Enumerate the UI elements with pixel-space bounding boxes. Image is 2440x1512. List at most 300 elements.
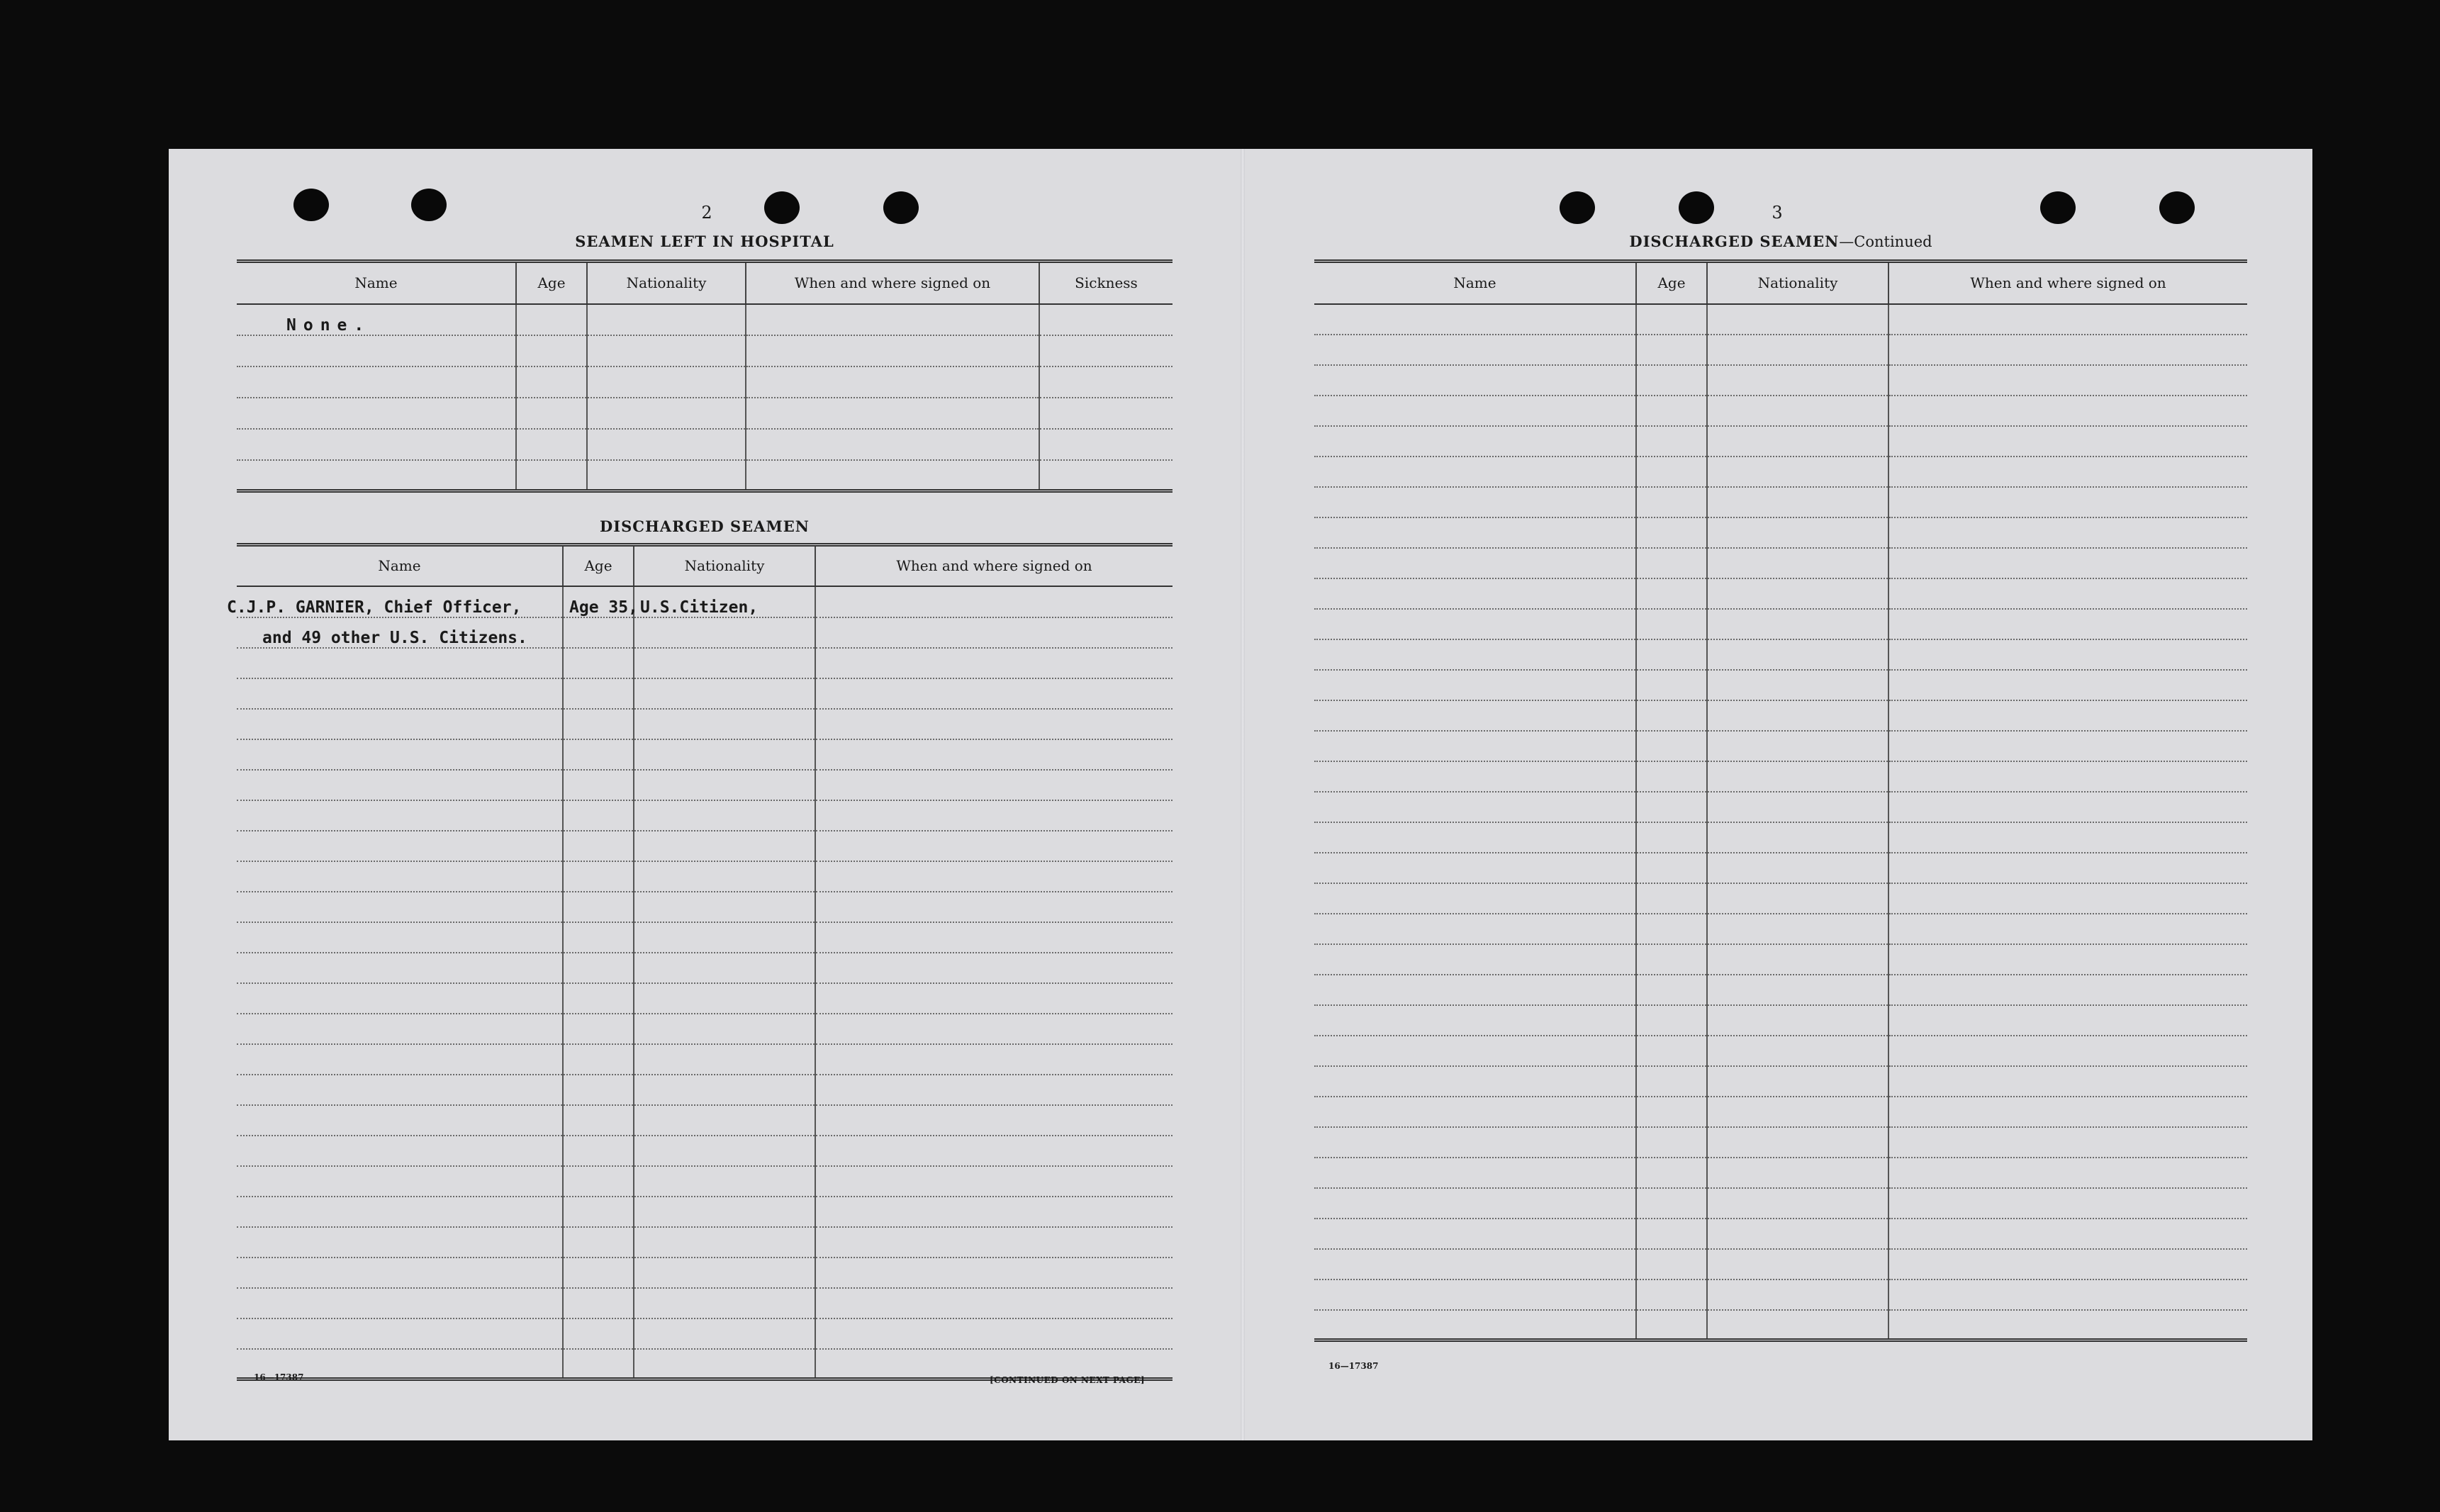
table-cell (1314, 822, 1636, 853)
table-cell (1636, 578, 1707, 609)
name-cell (237, 617, 563, 648)
table-cell (563, 678, 634, 709)
table-row (1314, 639, 2247, 670)
table-cell (1636, 426, 1707, 457)
col-header-signed-on: When and where signed on (746, 262, 1039, 304)
table-row (1314, 914, 2247, 944)
discharged-name: C.J.P. GARNIER, Chief Officer, (227, 598, 522, 617)
table-cell (1707, 731, 1888, 761)
table-cell (815, 953, 1173, 983)
table-cell (815, 1105, 1173, 1136)
table-cell (815, 648, 1173, 678)
table-row (1314, 517, 2247, 548)
table-cell (1636, 1097, 1707, 1127)
table-row (237, 1075, 1173, 1105)
table-cell (1707, 822, 1888, 853)
table-row (1314, 1310, 2247, 1340)
table-cell (1636, 1279, 1707, 1310)
table-cell (1314, 700, 1636, 731)
col-header-name: Name (1314, 262, 1636, 304)
table-row (1314, 1127, 2247, 1158)
table-cell (1314, 853, 1636, 883)
table-cell (634, 1349, 815, 1379)
table-row (1314, 304, 2247, 335)
table-cell (815, 1014, 1173, 1044)
table-cell (1039, 304, 1173, 335)
table-cell (237, 429, 516, 460)
table-row (1314, 548, 2247, 578)
table-cell (1707, 396, 1888, 426)
table-cell (237, 983, 563, 1014)
table-cell (1314, 944, 1636, 975)
table-cell (815, 1288, 1173, 1318)
table-cell (1636, 1249, 1707, 1279)
punch-hole (2040, 191, 2076, 224)
table-cell (1636, 1158, 1707, 1188)
table-cell (815, 1258, 1173, 1288)
table-cell (634, 953, 815, 983)
table-row (1314, 487, 2247, 517)
discharged-table (227, 543, 1173, 1381)
table-cell (237, 861, 563, 892)
table-cell (237, 800, 563, 831)
table-row (1314, 365, 2247, 396)
ledger-sheet (169, 149, 2312, 1440)
table-cell (746, 429, 1039, 460)
table-cell (563, 1014, 634, 1044)
table-cell (1888, 853, 2247, 883)
table-cell (634, 709, 815, 739)
table-cell (516, 366, 587, 398)
table-cell (1636, 639, 1707, 670)
table-cell (1636, 396, 1707, 426)
table-cell (1707, 487, 1888, 517)
table-row (1314, 609, 2247, 639)
table-cell (815, 892, 1173, 922)
table-cell (563, 648, 634, 678)
table-cell (237, 648, 563, 678)
table-row (237, 586, 1173, 617)
table-cell (1039, 366, 1173, 398)
table-cell (1888, 975, 2247, 1005)
table-cell (1707, 578, 1888, 609)
table-row (1314, 975, 2247, 1005)
table-cell (634, 1197, 815, 1227)
table-cell (1636, 731, 1707, 761)
table-cell (237, 831, 563, 861)
table-cell (563, 1197, 634, 1227)
table-cell (1888, 1097, 2247, 1127)
table-cell (587, 398, 746, 429)
table-row (1314, 700, 2247, 731)
table-cell (1707, 639, 1888, 670)
table-row (1314, 578, 2247, 609)
table-cell (1314, 365, 1636, 396)
table-cell (815, 1136, 1173, 1166)
table-row (237, 335, 1173, 366)
table-cell (563, 892, 634, 922)
table-cell (516, 304, 587, 335)
table-cell (815, 678, 1173, 709)
table-cell (1636, 1219, 1707, 1249)
table-cell (563, 1258, 634, 1288)
discharged-continued-table (1314, 259, 2247, 1342)
table-cell (1888, 1188, 2247, 1219)
table-cell (634, 648, 815, 678)
table-cell: None. (237, 304, 516, 335)
table-cell (1707, 1279, 1888, 1310)
table-cell (563, 831, 634, 861)
table-cell (1636, 1005, 1707, 1036)
table-cell (1707, 670, 1888, 700)
table-cell (1888, 548, 2247, 578)
page-number-right: 3 (1772, 203, 1783, 223)
table-row (1314, 1249, 2247, 1279)
table-cell (563, 1288, 634, 1318)
table-cell (1888, 517, 2247, 548)
table-cell (1314, 1005, 1636, 1036)
col-header-signed-on: When and where signed on (1888, 262, 2247, 304)
table-cell (1636, 822, 1707, 853)
table-row (1314, 1219, 2247, 1249)
table-row (237, 1136, 1173, 1166)
table-cell (237, 1044, 563, 1075)
continued-note: [CONTINUED ON NEXT PAGE] (990, 1375, 1146, 1385)
table-cell (1888, 457, 2247, 487)
table-cell (1888, 396, 2247, 426)
table-cell (1888, 670, 2247, 700)
table-row (1314, 1279, 2247, 1310)
col-header-name: Name (237, 262, 516, 304)
table-cell (634, 678, 815, 709)
table-cell (746, 335, 1039, 366)
table-cell (1636, 670, 1707, 700)
punch-hole (2159, 191, 2195, 224)
table-row (1314, 792, 2247, 822)
table-cell (1888, 426, 2247, 457)
table-cell (634, 770, 815, 800)
table-cell (1314, 517, 1636, 548)
discharged-continued-suffix: —Continued (1839, 233, 1932, 250)
table-cell (634, 831, 815, 861)
table-cell (1636, 1127, 1707, 1158)
table-cell (1707, 944, 1888, 975)
table-cell (815, 709, 1173, 739)
signed-on-cell (815, 586, 1173, 617)
table-row (237, 739, 1173, 770)
table-cell (1707, 1219, 1888, 1249)
table-cell (516, 335, 587, 366)
table-cell (1888, 487, 2247, 517)
table-cell (1707, 1097, 1888, 1127)
table-cell (1707, 609, 1888, 639)
table-cell (1888, 335, 2247, 365)
table-cell (563, 800, 634, 831)
table-cell (634, 739, 815, 770)
table-cell (1314, 578, 1636, 609)
table-cell (563, 1136, 634, 1166)
table-row (237, 366, 1173, 398)
table-row (1314, 1036, 2247, 1066)
table-cell (1888, 1127, 2247, 1158)
table-cell (1636, 792, 1707, 822)
form-number-left: 16—17387 (254, 1372, 304, 1382)
table-row (237, 1014, 1173, 1044)
table-row (237, 648, 1173, 678)
nationality-cell (634, 586, 815, 617)
table-row (1314, 426, 2247, 457)
punch-hole (1560, 191, 1595, 224)
table-cell (634, 1318, 815, 1349)
table-cell (634, 1044, 815, 1075)
table-cell (815, 983, 1173, 1014)
table-row (1314, 335, 2247, 365)
table-cell (1039, 398, 1173, 429)
table-cell (1636, 548, 1707, 578)
table-row (237, 1197, 1173, 1227)
table-cell (1707, 1310, 1888, 1340)
table-cell (1314, 639, 1636, 670)
table-cell (1636, 853, 1707, 883)
punch-hole (883, 191, 919, 224)
table-cell (1314, 396, 1636, 426)
table-cell (563, 770, 634, 800)
punch-hole (764, 191, 800, 224)
table-row (237, 1288, 1173, 1318)
nationality-cell (634, 617, 815, 648)
table-cell (1314, 548, 1636, 578)
table-row (1314, 731, 2247, 761)
table-cell (1888, 1219, 2247, 1249)
table-cell (1039, 429, 1173, 460)
table-cell (1888, 822, 2247, 853)
table-cell (746, 366, 1039, 398)
table-cell (237, 1227, 563, 1258)
table-cell (1888, 1249, 2247, 1279)
col-header-signed-on: When and where signed on (815, 545, 1173, 586)
table-cell (237, 953, 563, 983)
table-cell (634, 1288, 815, 1318)
table-cell (1636, 761, 1707, 792)
table-row (237, 1166, 1173, 1197)
table-cell (563, 922, 634, 953)
table-row (1314, 457, 2247, 487)
table-cell (1888, 1310, 2247, 1340)
table-cell (516, 398, 587, 429)
table-cell (1636, 1310, 1707, 1340)
table-cell (1888, 1066, 2247, 1097)
page-number-left: 2 (701, 203, 712, 223)
table-cell (1888, 1036, 2247, 1066)
table-cell (634, 892, 815, 922)
table-cell (516, 460, 587, 491)
table-row (237, 678, 1173, 709)
table-cell (1039, 460, 1173, 491)
col-header-nationality: Nationality (634, 545, 815, 586)
table-cell (563, 1318, 634, 1349)
table-cell (1314, 457, 1636, 487)
table-cell (1636, 457, 1707, 487)
table-cell (1314, 792, 1636, 822)
signed-on-cell (815, 617, 1173, 648)
table-cell (815, 770, 1173, 800)
table-row (1314, 1005, 2247, 1036)
table-cell (1888, 365, 2247, 396)
table-cell (1888, 761, 2247, 792)
table-cell (1636, 1036, 1707, 1066)
table-cell (237, 366, 516, 398)
table-cell (237, 1318, 563, 1349)
hospital-section-title: SEAMEN LEFT IN HOSPITAL (575, 233, 834, 250)
table-cell (1888, 792, 2247, 822)
table-row (237, 892, 1173, 922)
table-cell (1314, 883, 1636, 914)
table-cell (634, 922, 815, 953)
table-cell (1636, 883, 1707, 914)
table-cell (1707, 304, 1888, 335)
table-cell (1636, 700, 1707, 731)
table-cell (1888, 700, 2247, 731)
table-row (237, 1258, 1173, 1288)
table-cell (516, 429, 587, 460)
table-cell (1888, 1005, 2247, 1036)
table-cell (237, 770, 563, 800)
table-cell (1314, 975, 1636, 1005)
table-cell (1888, 944, 2247, 975)
table-cell (1888, 639, 2247, 670)
table-row (237, 1044, 1173, 1075)
table-cell (563, 1075, 634, 1105)
table-cell (746, 398, 1039, 429)
table-cell (815, 739, 1173, 770)
table-cell (563, 953, 634, 983)
age-cell (563, 617, 634, 648)
table-cell (1888, 304, 2247, 335)
table-cell (1314, 1219, 1636, 1249)
table-cell (1707, 1036, 1888, 1066)
table-row (237, 953, 1173, 983)
name-cell (227, 586, 563, 617)
table-cell (1314, 761, 1636, 792)
table-cell (1314, 335, 1636, 365)
table-row (237, 983, 1173, 1014)
table-cell (1707, 914, 1888, 944)
table-cell (563, 983, 634, 1014)
table-cell (1707, 426, 1888, 457)
table-cell (1707, 335, 1888, 365)
table-cell (1707, 792, 1888, 822)
table-row (237, 617, 1173, 648)
table-cell (563, 1044, 634, 1075)
table-cell (237, 460, 516, 491)
table-cell (563, 1166, 634, 1197)
table-cell (1707, 1158, 1888, 1188)
table-cell (1636, 1188, 1707, 1219)
table-cell (1636, 517, 1707, 548)
punch-hole (1679, 191, 1714, 224)
col-header-age: Age (1636, 262, 1707, 304)
table-cell (237, 1197, 563, 1227)
table-cell (1707, 1066, 1888, 1097)
table-cell (237, 1105, 563, 1136)
table-row (237, 709, 1173, 739)
table-cell (815, 831, 1173, 861)
table-cell (237, 398, 516, 429)
table-row (237, 304, 1173, 335)
table-cell (563, 1105, 634, 1136)
table-cell (237, 1288, 563, 1318)
table-cell (1636, 304, 1707, 335)
table-cell (1314, 1127, 1636, 1158)
table-row (237, 429, 1173, 460)
form-number-right: 16—17387 (1328, 1361, 1379, 1371)
discharged-name-continued: and 49 other U.S. Citizens. (262, 628, 527, 647)
table-cell (634, 1166, 815, 1197)
table-cell (815, 1166, 1173, 1197)
table-cell (1314, 487, 1636, 517)
table-cell (815, 1075, 1173, 1105)
table-cell (1636, 487, 1707, 517)
table-row (237, 460, 1173, 491)
discharged-section-title: DISCHARGED SEAMEN (600, 517, 810, 535)
table-row (237, 831, 1173, 861)
table-cell (237, 922, 563, 953)
table-cell (237, 709, 563, 739)
punch-hole (411, 189, 447, 221)
table-cell (1888, 1158, 2247, 1188)
table-row (237, 861, 1173, 892)
discharged-nationality: U.S.Citizen, (640, 598, 759, 617)
table-cell (815, 800, 1173, 831)
table-row (1314, 761, 2247, 792)
table-cell (1314, 670, 1636, 700)
table-row (237, 398, 1173, 429)
table-cell (563, 709, 634, 739)
table-row (237, 1105, 1173, 1136)
col-header-age: Age (563, 545, 634, 586)
table-cell (587, 366, 746, 398)
table-cell (1314, 1036, 1636, 1066)
table-cell (634, 800, 815, 831)
table-cell (634, 1014, 815, 1044)
age-cell (563, 586, 638, 617)
table-row (237, 1318, 1173, 1349)
table-cell (1707, 975, 1888, 1005)
table-row (1314, 883, 2247, 914)
table-row (1314, 1097, 2247, 1127)
table-cell (1314, 426, 1636, 457)
table-cell (1314, 1310, 1636, 1340)
col-header-nationality: Nationality (1707, 262, 1888, 304)
table-cell (815, 1318, 1173, 1349)
table-cell (563, 739, 634, 770)
table-cell (1707, 517, 1888, 548)
table-cell (1636, 609, 1707, 639)
table-cell (634, 1105, 815, 1136)
table-cell (1314, 304, 1636, 335)
table-cell (1636, 975, 1707, 1005)
table-cell (1707, 548, 1888, 578)
table-cell (1314, 1188, 1636, 1219)
table-row (1314, 1188, 2247, 1219)
table-cell (634, 983, 815, 1014)
table-cell (237, 1166, 563, 1197)
table-row (1314, 944, 2247, 975)
table-cell (1888, 578, 2247, 609)
table-cell (1707, 365, 1888, 396)
table-cell (1707, 883, 1888, 914)
hospital-table (237, 259, 1173, 493)
